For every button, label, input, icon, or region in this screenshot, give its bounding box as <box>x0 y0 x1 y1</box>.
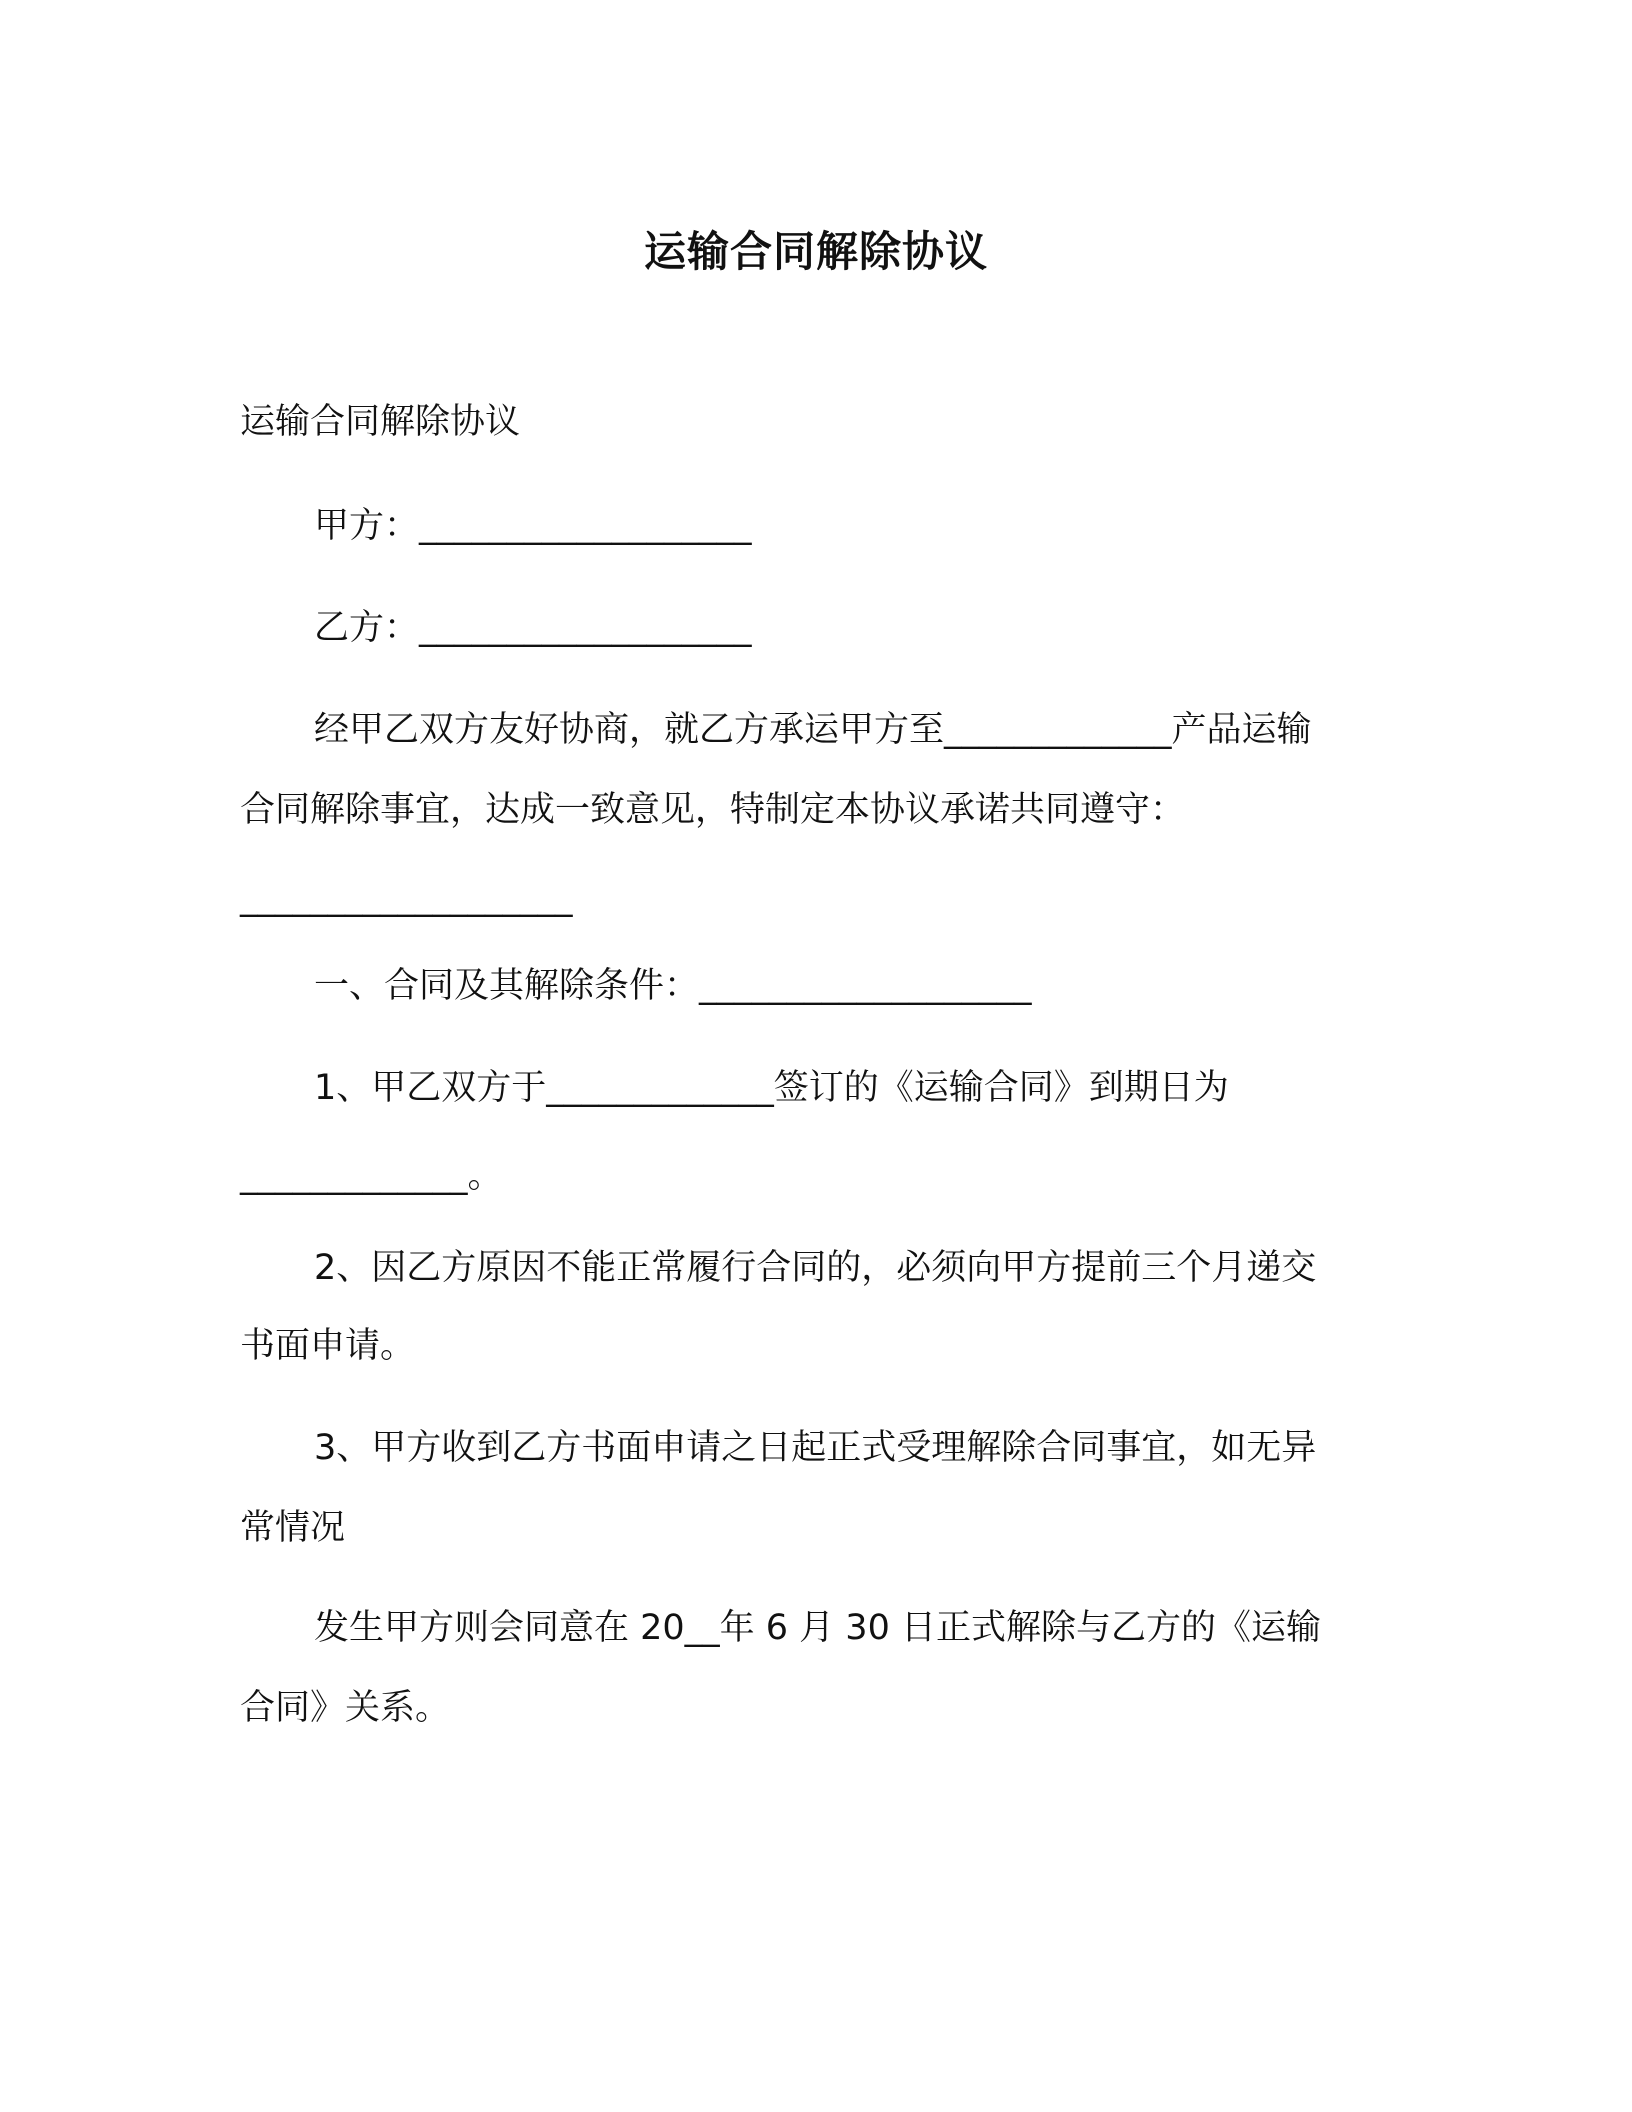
clause-line: 合同》关系。 <box>240 1688 451 1728</box>
clause-line: 常情况 <box>240 1508 346 1548</box>
paragraph-line: 合同解除事宜，达成一致意见，特制定本协议承诺共同遵守： <box>240 790 1186 830</box>
clause-line: 3、甲方收到乙方书面申请之日起正式受理解除合同事宜，如无异 <box>314 1428 1317 1468</box>
clause-line: 发生甲方则会同意在 20__年 6 月 30 日正式解除与乙方的《运输 <box>314 1608 1321 1648</box>
party-a-line: 甲方：___________________ <box>314 506 752 546</box>
clause-line: 2、因乙方原因不能正常履行合同的，必须向甲方提前三个月递交 <box>314 1248 1317 1288</box>
blank-line: ___________________ <box>240 878 573 918</box>
clause-line: 1、甲乙双方于_____________签订的《运输合同》到期日为 <box>314 1068 1229 1108</box>
subtitle-line: 运输合同解除协议 <box>240 402 521 442</box>
clause-line: _____________。 <box>240 1156 503 1196</box>
paragraph-line: 经甲乙双方友好协商，就乙方承运甲方至_____________产品运输 <box>314 710 1312 750</box>
clause-line: 书面申请。 <box>240 1326 416 1366</box>
party-b-line: 乙方：___________________ <box>314 608 752 648</box>
section-heading: 一、合同及其解除条件：___________________ <box>314 966 1032 1006</box>
document-title: 运输合同解除协议 <box>643 227 988 276</box>
